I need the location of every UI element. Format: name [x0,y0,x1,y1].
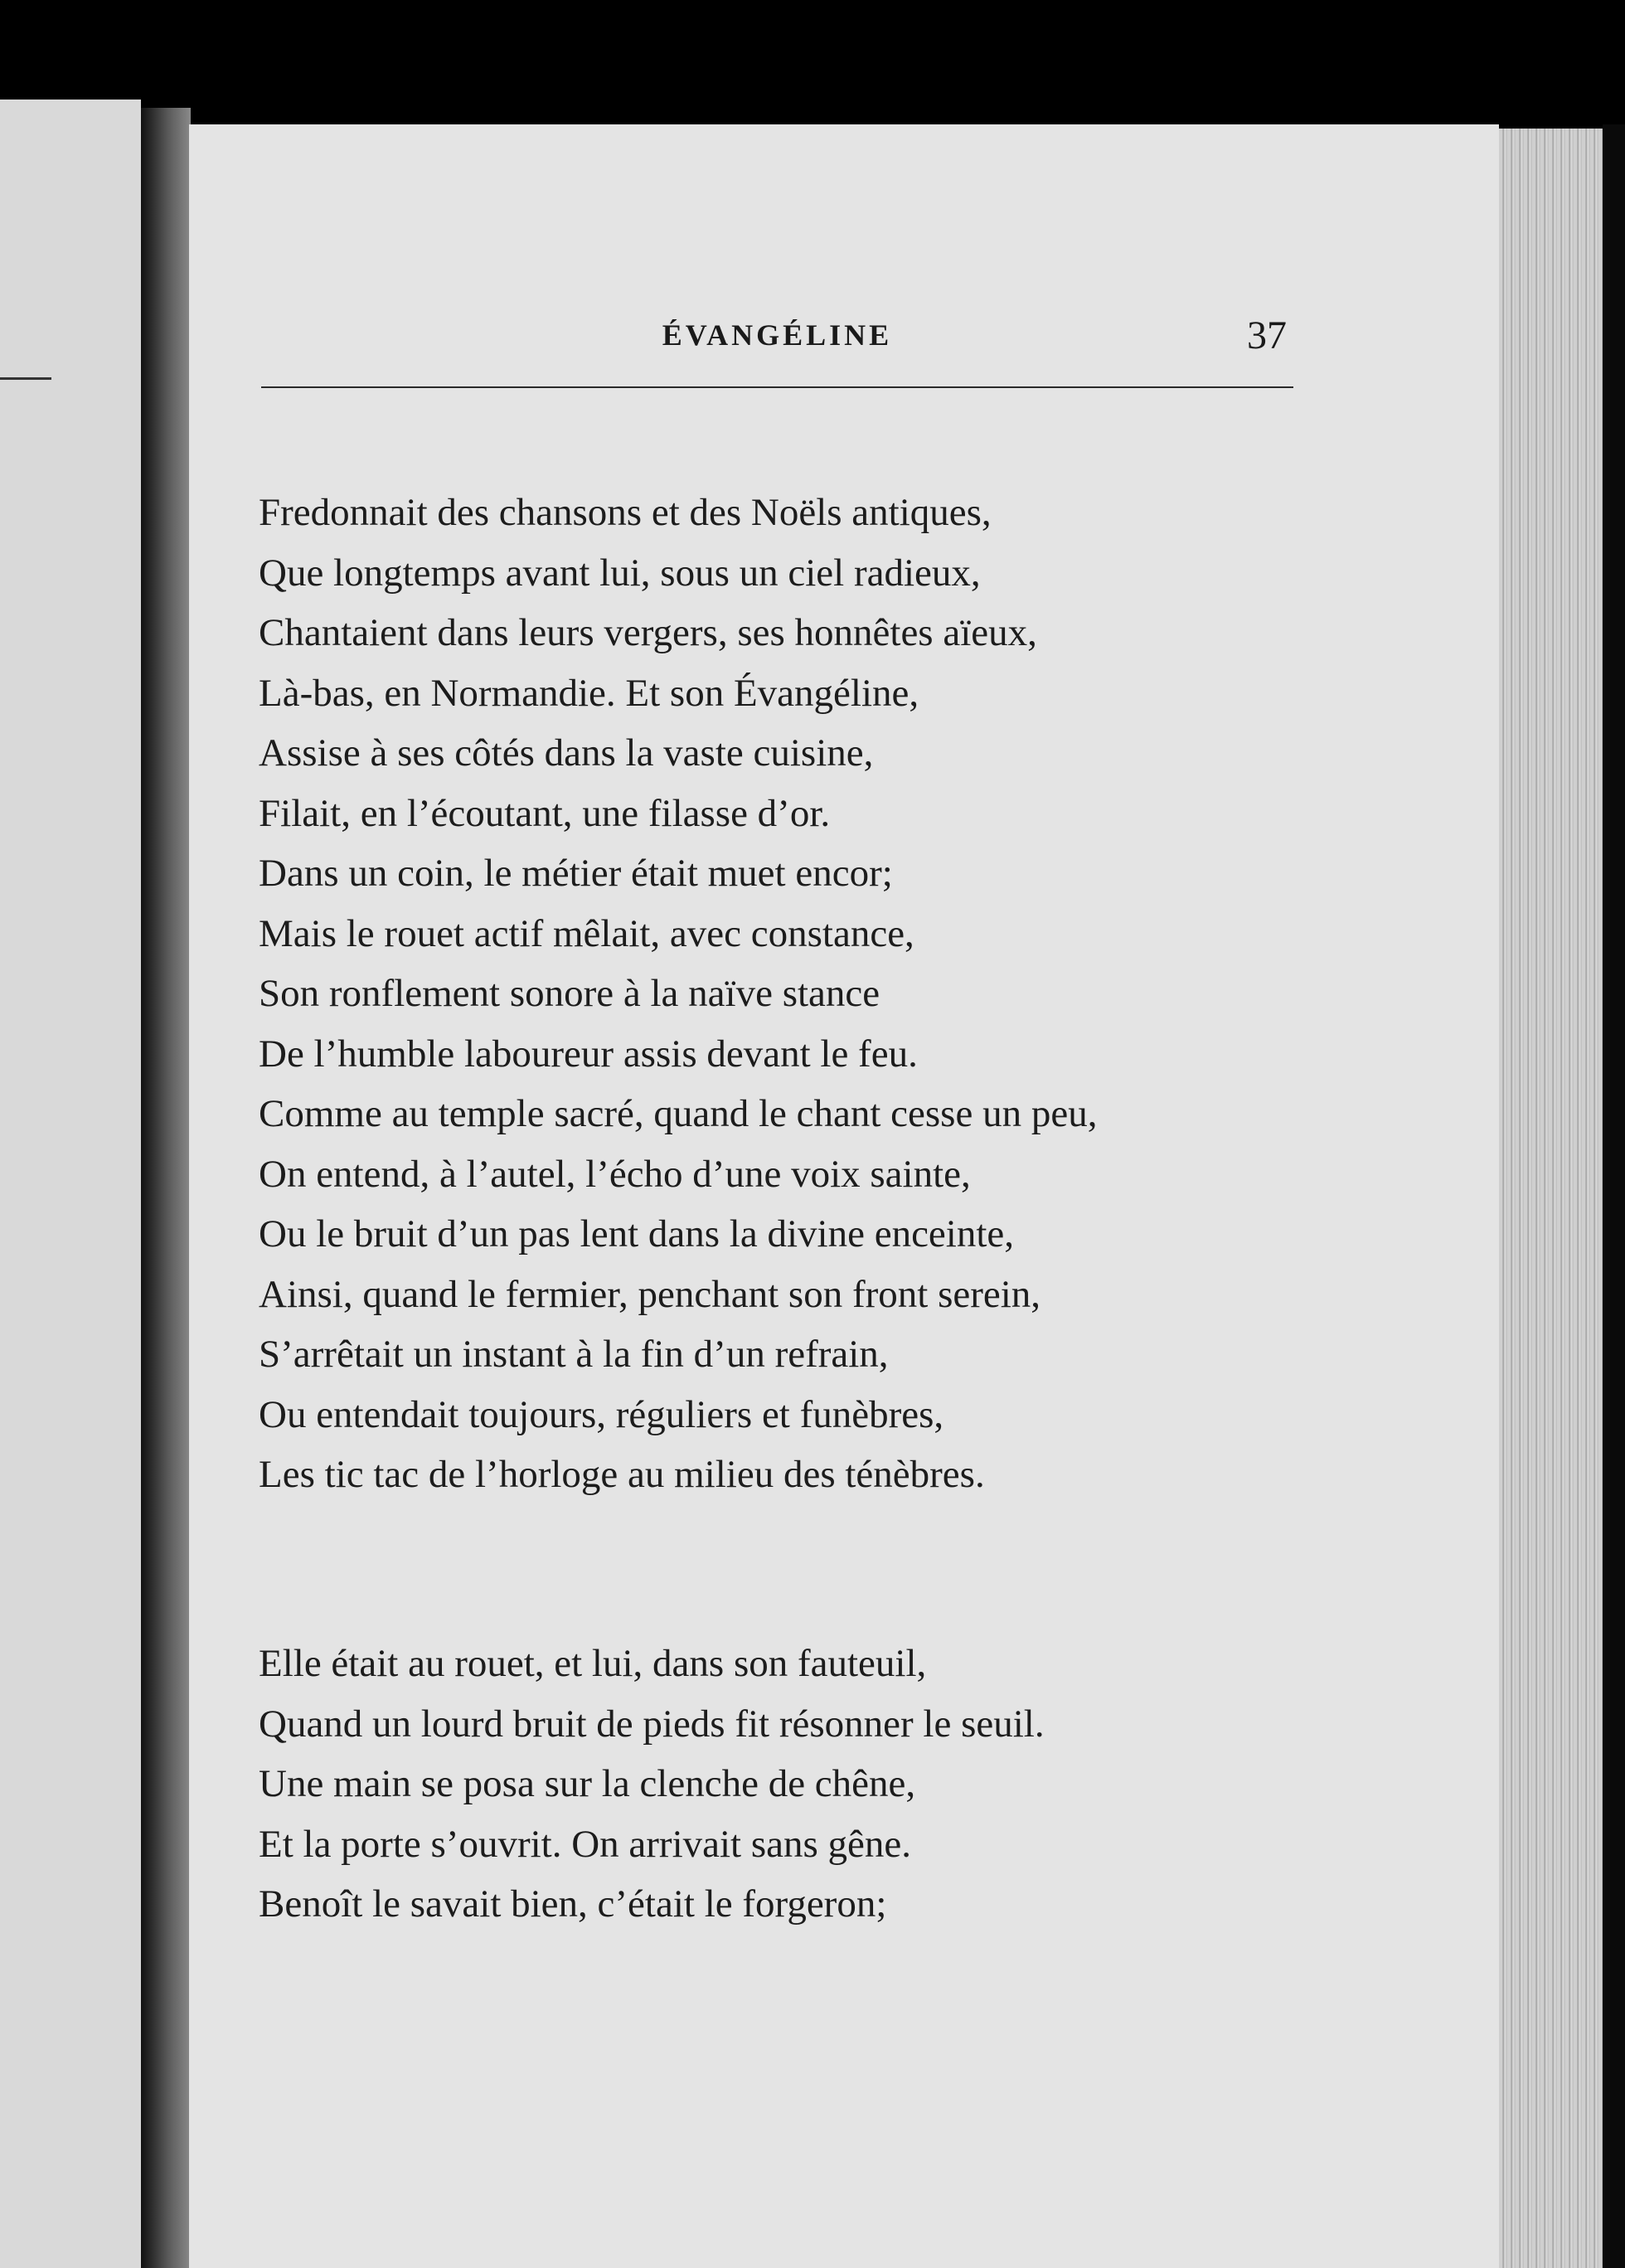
verse-line: Ou entendait toujours, réguliers et funèbres, [259,1392,944,1436]
verse-line: Et la porte s’ouvrit. On arrivait sans gêne. [259,1822,912,1866]
verse-line: Chantaient dans leurs vergers, ses honnêtes aïeux, [259,611,1037,654]
verse-line: On entend, à l’autel, l’écho d’une voix sainte, [259,1152,971,1196]
stanza-2 [259,1634,1336,1935]
verse-line: Mais le rouet actif mêlait, avec constance, [259,911,914,955]
verse-line: Fredonnait des chansons et des Noëls antiques, [259,491,992,534]
page-stack-edge [1499,129,1603,2268]
running-head [261,294,1293,361]
stanza-1 [259,483,1336,1505]
verse-line: Une main se posa sur la clenche de chêne, [259,1762,916,1805]
verse-line: Les tic tac de l’horloge au milieu des ténèbres. [259,1453,985,1496]
book-spine-gutter [141,108,191,2268]
verse-line: Assise à ses côtés dans la vaste cuisine, [259,731,874,775]
verse-line: Dans un coin, le métier était muet encor; [259,852,893,895]
verse-line: Là-bas, en Normandie. Et son Évangéline, [259,671,919,715]
facing-page-edge [0,100,141,2268]
running-title: ÉVANGÉLINE [662,318,893,352]
verse-line: Ainsi, quand le fermier, penchant son front serein, [259,1272,1041,1316]
verse-line: S’arrêtait un instant à la fin d’un refrain, [259,1333,889,1376]
verse-line: Quand un lourd bruit de pieds fit résonner le seuil. [259,1702,1045,1746]
page-number: 37 [1247,313,1287,357]
verse-line: Filait, en l’écoutant, une filasse d’or. [259,791,831,835]
verse-line: De l’humble laboureur assis devant le feu. [259,1032,918,1076]
facing-page-rule-fragment [0,377,51,380]
verse-line: Son ronflement sonore à la naïve stance [259,972,880,1015]
header-rule [261,386,1293,388]
verse-line: Benoît le savait bien, c’était le forgeron; [259,1882,887,1926]
verse-line: Que longtemps avant lui, sous un ciel radieux, [259,551,981,595]
verse-line: Elle était au rouet, et lui, dans son fauteuil, [259,1642,927,1685]
verse-line: Comme au temple sacré, quand le chant cesse un peu, [259,1092,1098,1135]
scan-background-right [1603,124,1625,2268]
verse-line: Ou le bruit d’un pas lent dans la divine enceinte, [259,1212,1015,1255]
